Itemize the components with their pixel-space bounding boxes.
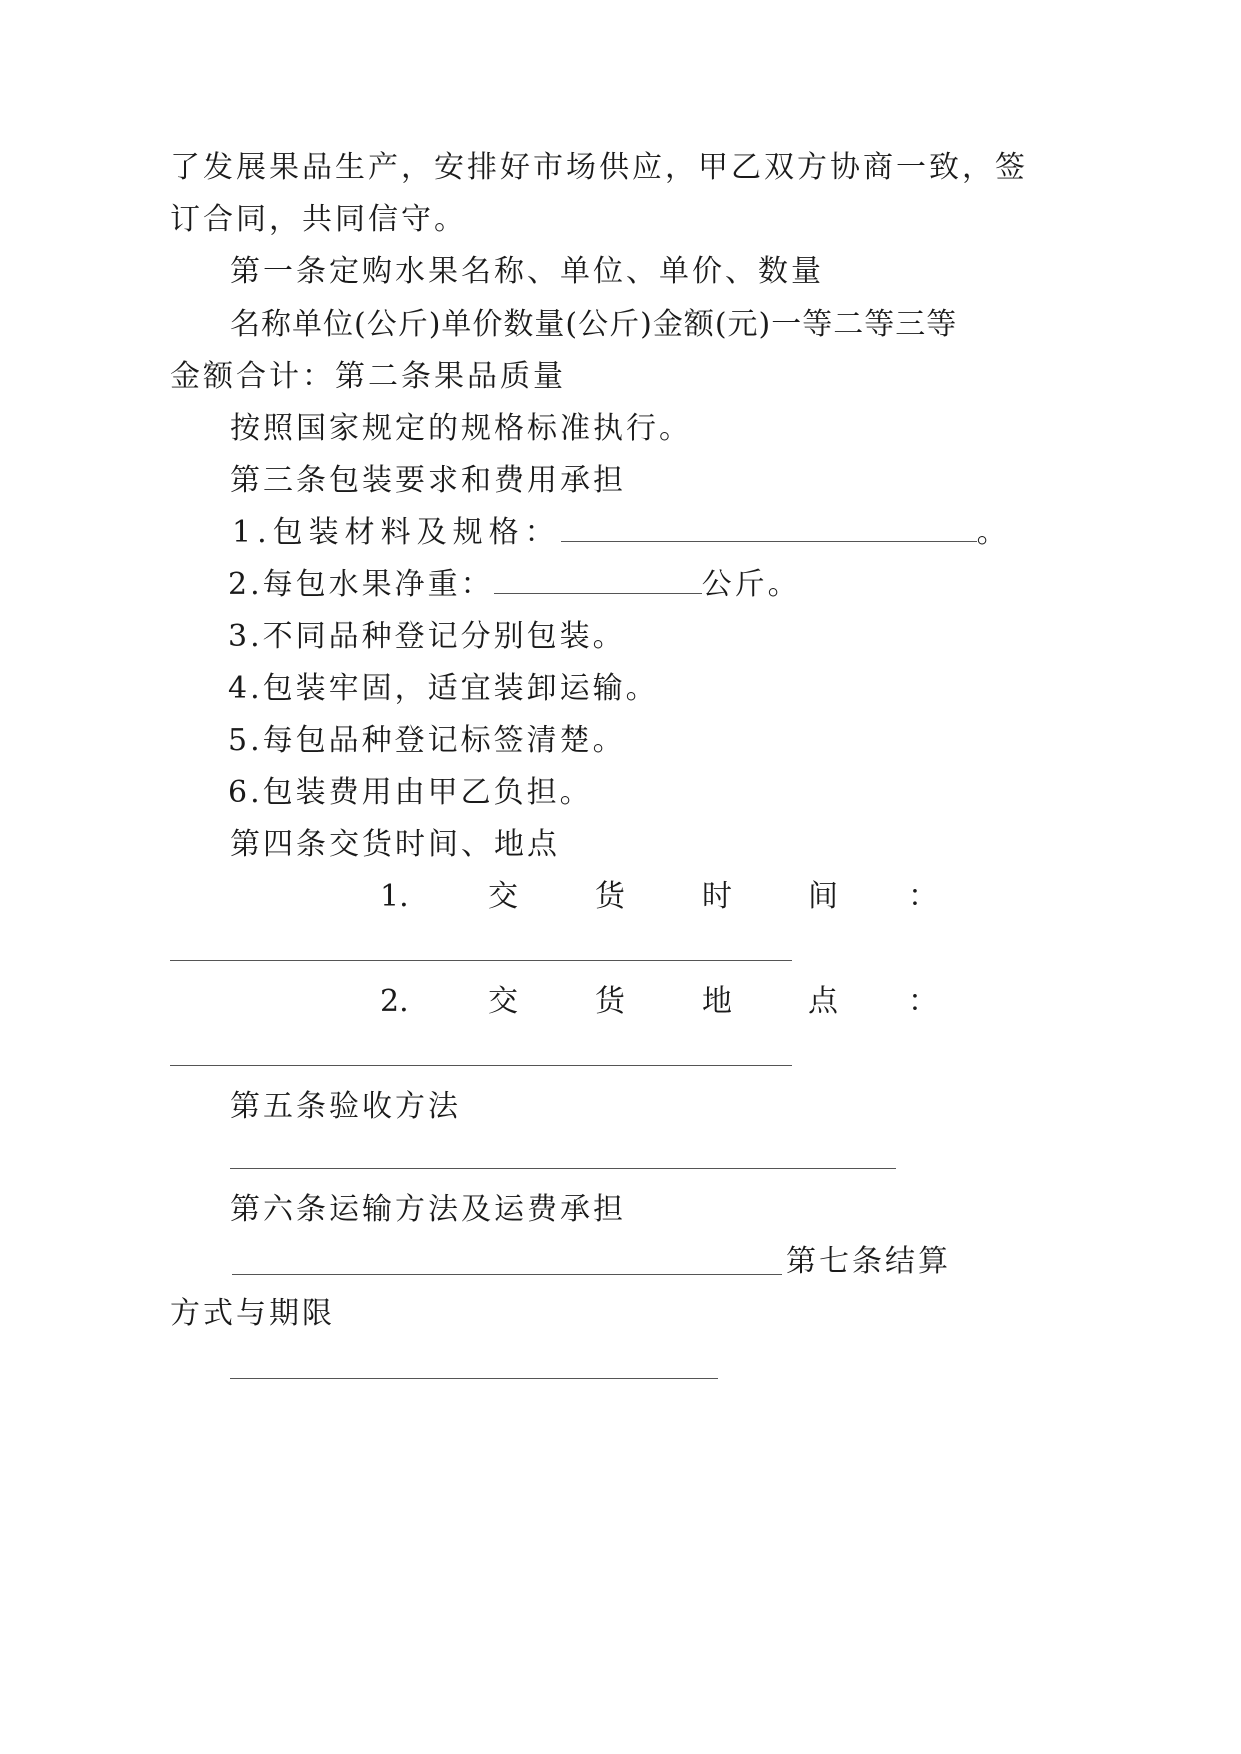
delivery-time-char: 时 (702, 879, 732, 914)
item-2-end: 公斤。 (701, 567, 801, 602)
article-3-title: 第三条包装要求和费用承担 (230, 463, 626, 498)
delivery-time-char: 货 (595, 879, 625, 914)
intro-line-1: 了发展果品生产，安排好市场供应，甲乙双方协商一致，签 (170, 150, 1028, 185)
delivery-place-char: 地 (702, 984, 732, 1019)
article-6-title: 第六条运输方法及运费承担 (230, 1192, 626, 1227)
item-2-label: 2.每包水果净重： (228, 567, 494, 602)
article-2-body: 按照国家规定的规格标准执行。 (230, 411, 692, 446)
delivery-time-char: 间 (808, 879, 838, 914)
packaging-spec-blank[interactable] (561, 513, 977, 542)
article-1-table-line-2: 金额合计：第二条果品质量 (170, 359, 566, 394)
article-3-item-2 (228, 565, 801, 605)
article-3-item-3: 3.不同品种登记分别包装。 (228, 619, 626, 654)
delivery-time-char: 交 (488, 879, 518, 914)
article-1-title: 第一条定购水果名称、单位、单价、数量 (230, 254, 824, 289)
delivery-place-char: 点 (808, 984, 838, 1019)
delivery-place-char: ： (908, 984, 938, 1019)
settlement-method-blank[interactable] (230, 1378, 718, 1379)
article-5-title: 第五条验收方法 (230, 1089, 461, 1124)
article-1-table-line-1: 名称单位(公斤)单价数量(公斤)金额(元)一等二等三等 (230, 307, 958, 342)
intro-line-2: 订合同，共同信守。 (170, 202, 467, 237)
article-3-item-1 (232, 513, 1010, 553)
article-3-item-6: 6.包装费用由甲乙负担。 (228, 775, 593, 810)
delivery-place-char: 交 (488, 984, 518, 1019)
delivery-place-char: 货 (595, 984, 625, 1019)
article-4-title: 第四条交货时间、地点 (230, 827, 560, 862)
inspection-method-blank[interactable] (230, 1168, 896, 1169)
delivery-place-char: 2. (380, 984, 409, 1019)
article-3-item-5: 5.每包品种登记标签清楚。 (228, 723, 626, 758)
article-3-item-4: 4.包装牢固，适宜装卸运输。 (228, 671, 659, 706)
transport-method-blank[interactable] (232, 1274, 782, 1275)
delivery-time-char: ： (908, 879, 938, 914)
delivery-place-blank[interactable] (170, 1065, 792, 1066)
article-7-title-part-2: 方式与期限 (170, 1296, 335, 1331)
net-weight-blank[interactable] (494, 565, 702, 594)
item-1-end: 。 (976, 515, 1010, 550)
delivery-time-char: 1. (380, 879, 409, 914)
delivery-time-blank[interactable] (170, 960, 792, 961)
article-7-title-part-1: 第七条结算 (786, 1244, 951, 1279)
item-1-label: 1.包装材料及规格： (232, 515, 561, 550)
